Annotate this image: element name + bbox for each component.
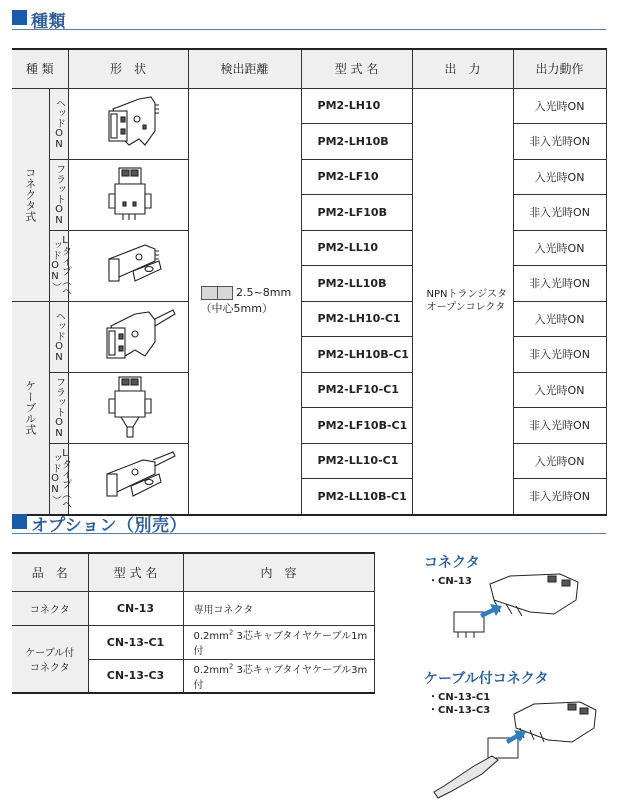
model-cell: PM2-LL10B [301, 266, 412, 302]
operation-cell: 非入光時ON [513, 124, 606, 160]
cable-connector-illustration-icon [430, 698, 610, 803]
model-cell: PM2-LL10-C1 [301, 443, 412, 479]
operation-cell: 非入光時ON [513, 195, 606, 231]
model-cell: PM2-LH10 [301, 88, 412, 124]
slot-gap-icon [201, 286, 233, 300]
section-marker-icon [12, 10, 27, 25]
detection-distance: 2.5~8mm （中心5mm） [188, 88, 301, 515]
sensor-l-type-connector-icon [68, 230, 188, 301]
content-cell: $0.2mm^2$ 3芯キャブタイヤケーブル1m付 [183, 625, 374, 659]
table-row [12, 443, 606, 479]
section-title: 種類 [31, 12, 66, 32]
model-cell: PM2-LF10B-C1 [301, 408, 412, 444]
table-row [12, 625, 374, 659]
operation-cell: 入光時ON [513, 230, 606, 266]
model-cell: PM2-LH10B-C1 [301, 337, 412, 373]
model-cell: PM2-LF10B [301, 195, 412, 231]
header-output: 出 力 [412, 49, 513, 88]
model-cell: PM2-LL10B-C1 [301, 479, 412, 515]
header-kind: 種 類 [12, 49, 68, 88]
subgroup-label: Lタイプ（ヘッドON） [49, 443, 68, 515]
operation-cell: 非入光時ON [513, 337, 606, 373]
model-cell: PM2-LL10 [301, 230, 412, 266]
model-cell: CN-13-C3 [88, 659, 183, 693]
product-name: コネクタ [12, 591, 88, 625]
operation-cell: 非入光時ON [513, 266, 606, 302]
model-cell: PM2-LF10-C1 [301, 372, 412, 408]
header-model: 型 式 名 [88, 553, 183, 591]
table-row [12, 230, 606, 266]
connector-illustration-icon [450, 570, 610, 640]
operation-cell: 非入光時ON [513, 479, 606, 515]
header-shape: 形 状 [68, 49, 188, 88]
cable-connector-title: ケーブル付コネクタ [424, 671, 549, 687]
header-product-name: 品 名 [12, 553, 88, 591]
model-cell: PM2-LF10 [301, 159, 412, 195]
subgroup-label: フラットON [49, 372, 68, 443]
subgroup-label: フラットON [49, 159, 68, 230]
sensor-flat-on-cable-icon [68, 372, 188, 443]
group-label-connector: コネクタ式 [12, 88, 49, 301]
subgroup-label: Lタイプ（ヘッドON） [49, 230, 68, 301]
table-row [12, 591, 374, 625]
table-row [12, 88, 606, 124]
section-header-types [12, 8, 606, 30]
types-table [12, 48, 607, 516]
cable-connector-model: ・CN-13-C1 [428, 692, 491, 703]
operation-cell: 入光時ON [513, 372, 606, 408]
connector-title: コネクタ [424, 555, 480, 571]
section-header-options [12, 512, 606, 534]
sensor-l-type-cable-icon [68, 443, 188, 515]
operation-cell: 入光時ON [513, 88, 606, 124]
section-marker-icon [12, 514, 27, 529]
sensor-flat-on-connector-icon [68, 159, 188, 230]
table-header-row [12, 49, 606, 88]
content-cell: 専用コネクタ [183, 591, 374, 625]
table-header-row [12, 553, 374, 591]
product-name: ケーブル付 コネクタ [12, 625, 88, 693]
model-cell: PM2-LH10-C1 [301, 301, 412, 337]
header-distance: 検出距離 [188, 49, 301, 88]
operation-cell: 入光時ON [513, 159, 606, 195]
options-table [12, 552, 375, 694]
content-cell: $0.2mm^2$ 3芯キャブタイヤケーブル3m付 [183, 659, 374, 693]
subgroup-label: ヘッドON [49, 301, 68, 372]
model-cell: CN-13-C1 [88, 625, 183, 659]
operation-cell: 入光時ON [513, 443, 606, 479]
model-cell: PM2-LH10B [301, 124, 412, 160]
connector-model: ・CN-13 [428, 576, 472, 587]
table-row [12, 159, 606, 195]
header-model: 型 式 名 [301, 49, 412, 88]
table-row [12, 372, 606, 408]
subgroup-label: ヘッドON [49, 88, 68, 159]
sensor-head-on-cable-icon [68, 301, 188, 372]
header-content: 内 容 [183, 553, 374, 591]
operation-cell: 入光時ON [513, 301, 606, 337]
sensor-head-on-connector-icon [68, 88, 188, 159]
model-cell: CN-13 [88, 591, 183, 625]
operation-cell: 非入光時ON [513, 408, 606, 444]
output-type: NPNトランジスタ オープンコレクタ [412, 88, 513, 515]
header-operation: 出力動作 [513, 49, 606, 88]
section-title: オプション（別売） [31, 516, 187, 536]
group-label-cable: ケーブル式 [12, 301, 49, 515]
table-row [12, 301, 606, 337]
cable-connector-model: ・CN-13-C3 [428, 705, 491, 716]
